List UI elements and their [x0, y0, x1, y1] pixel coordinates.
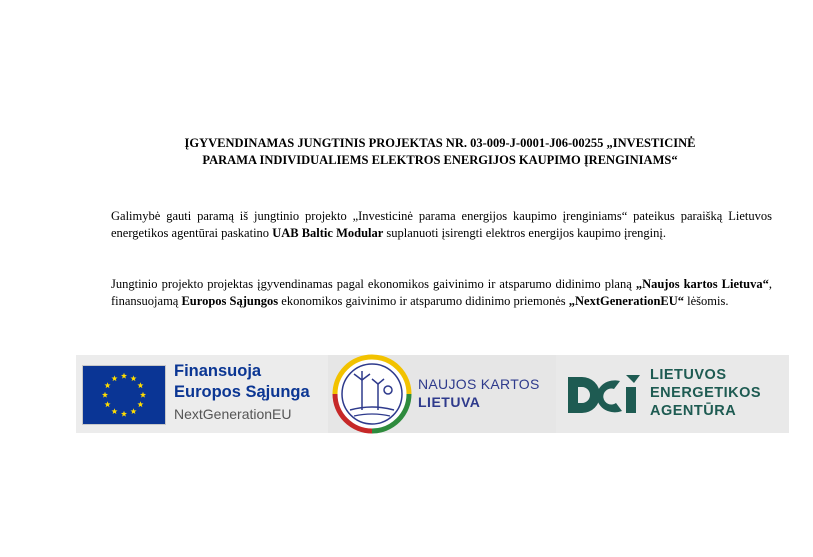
nk-line-1: NAUJOS KARTOS: [418, 376, 540, 392]
paragraph2-text-d: lėšomis.: [684, 294, 729, 308]
paragraph2-text-a: Jungtinio projekto projektas įgyvendinamas pagal ekonomikos gaivinimo ir atsparumo didinimo planą: [111, 277, 636, 291]
lea-text: [650, 366, 761, 420]
paragraph1-text-a: Galimybė gauti paramą iš jungtinio projekto „Investicinė parama energijos kaupimo įrenginiams“ pateikus paraišką Lietuvos energetikos agentūrai paskatino: [111, 209, 772, 240]
document-heading: [110, 135, 770, 169]
paragraph2-text-b: , finansuojamą: [111, 277, 773, 308]
naujos-kartos-text: [418, 375, 540, 411]
lea-line-2: ENERGETIKOS: [650, 385, 762, 401]
lea-line-3: AGENTŪRA: [650, 403, 737, 419]
heading-line-1: ĮGYVENDINAMAS JUNGTINIS PROJEKTAS NR. 03-009-J-0001-J06-00255 „INVESTICINĖ: [184, 136, 696, 150]
eu-flag-icon: [82, 365, 166, 425]
funding-logos-band: [76, 355, 789, 433]
naujos-kartos-logo: [328, 355, 556, 433]
eu-name: Europos Sąjungos: [181, 294, 279, 308]
eu-logo: [76, 355, 328, 433]
naujos-kartos-emblem-icon: [332, 354, 412, 434]
paragraph-support: [111, 208, 772, 242]
heading-line-2: PARAMA INDIVIDUALIEMS ELEKTROS ENERGIJOS KAUPIMO ĮRENGINIAMS“: [202, 153, 678, 167]
lea-logo-mark-icon: [564, 371, 644, 419]
paragraph-funding: [111, 276, 772, 310]
company-name: UAB Baltic Modular: [272, 226, 384, 240]
eu-logo-text: [174, 361, 310, 425]
lea-logo: [556, 355, 789, 433]
nk-line-2: LIETUVA: [418, 394, 481, 410]
lea-line-1: LIETUVOS: [650, 367, 727, 383]
eu-line-3: NextGenerationEU: [174, 406, 292, 422]
nextgen-name: „NextGenerationEU“: [568, 294, 685, 308]
eu-line-1: Finansuoja: [174, 362, 262, 380]
paragraph1-text-b: suplanuoti įsirengti elektros energijos kaupimo įrenginį.: [383, 226, 667, 240]
eu-line-2: Europos Sąjunga: [174, 383, 310, 401]
paragraph2-text-c: ekonomikos gaivinimo ir atsparumo didinimo priemonės: [278, 294, 569, 308]
plan-name: „Naujos kartos Lietuva“: [635, 277, 769, 291]
